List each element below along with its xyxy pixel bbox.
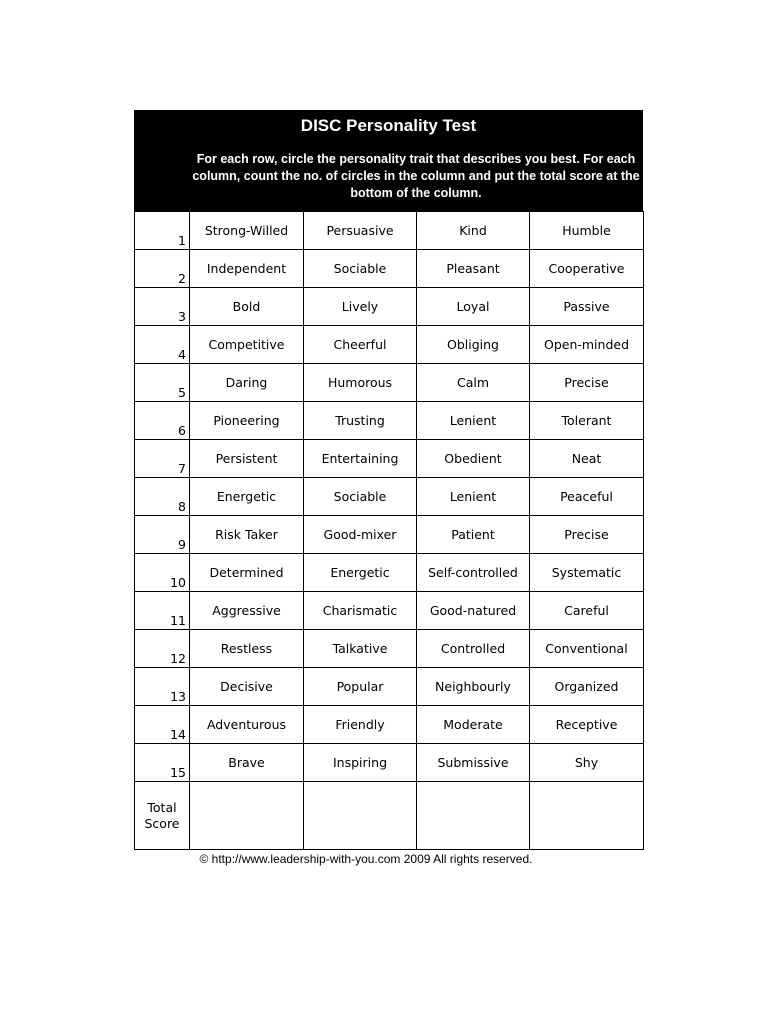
trait-label: Charismatic bbox=[322, 603, 398, 618]
trait-label: Decisive bbox=[220, 679, 273, 694]
trait-label: Independent bbox=[206, 261, 287, 276]
trait-row bbox=[135, 402, 644, 440]
total-score-label bbox=[135, 782, 190, 850]
row-number: 12 bbox=[170, 651, 186, 666]
trait-cell[interactable] bbox=[530, 706, 644, 744]
trait-cell[interactable] bbox=[304, 592, 417, 630]
row-number: 8 bbox=[178, 499, 186, 514]
trait-cell[interactable] bbox=[417, 440, 530, 478]
trait-label: Neat bbox=[571, 451, 602, 466]
trait-cell[interactable] bbox=[304, 402, 417, 440]
trait-table-body bbox=[135, 212, 644, 782]
trait-cell[interactable] bbox=[190, 402, 304, 440]
trait-label: Self-controlled bbox=[428, 565, 518, 580]
trait-cell[interactable] bbox=[190, 630, 304, 668]
trait-cell[interactable] bbox=[417, 706, 530, 744]
total-score-row bbox=[135, 782, 644, 850]
trait-cell[interactable] bbox=[190, 554, 304, 592]
trait-label: Submissive bbox=[437, 755, 509, 770]
trait-label: Conventional bbox=[545, 641, 628, 656]
trait-label: Energetic bbox=[216, 489, 277, 504]
trait-cell[interactable] bbox=[530, 288, 644, 326]
row-number-cell bbox=[135, 592, 190, 630]
trait-label: Pioneering bbox=[213, 413, 280, 428]
trait-label: Restless bbox=[220, 641, 273, 656]
total-score-cell-3[interactable] bbox=[417, 782, 530, 850]
trait-label: Systematic bbox=[551, 565, 622, 580]
trait-cell[interactable] bbox=[530, 478, 644, 516]
trait-table bbox=[134, 211, 644, 850]
copyright-notice: © http://www.leadership-with-you.com 2009 All rights reserved. bbox=[199, 852, 533, 866]
trait-cell[interactable] bbox=[304, 630, 417, 668]
trait-label: Aggressive bbox=[212, 603, 281, 618]
trait-cell[interactable] bbox=[417, 516, 530, 554]
trait-label: Controlled bbox=[440, 641, 506, 656]
trait-row bbox=[135, 592, 644, 630]
row-number-cell bbox=[135, 402, 190, 440]
trait-label: Moderate bbox=[443, 717, 503, 732]
trait-cell[interactable] bbox=[304, 250, 417, 288]
row-number: 13 bbox=[170, 689, 186, 704]
row-number: 5 bbox=[178, 385, 186, 400]
trait-label: Cooperative bbox=[548, 261, 625, 276]
test-title: DISC Personality Test bbox=[300, 116, 477, 135]
trait-cell[interactable] bbox=[190, 212, 304, 250]
row-number-cell bbox=[135, 212, 190, 250]
trait-cell[interactable] bbox=[190, 592, 304, 630]
row-number-cell bbox=[135, 668, 190, 706]
trait-label: Good-mixer bbox=[323, 527, 397, 542]
trait-label: Sociable bbox=[333, 489, 387, 504]
trait-row bbox=[135, 440, 644, 478]
trait-label: Persistent bbox=[215, 451, 278, 466]
trait-cell[interactable] bbox=[190, 668, 304, 706]
row-number: 10 bbox=[170, 575, 186, 590]
trait-label: Entertaining bbox=[321, 451, 399, 466]
row-number-cell bbox=[135, 630, 190, 668]
trait-row bbox=[135, 630, 644, 668]
trait-cell[interactable] bbox=[190, 326, 304, 364]
test-header bbox=[134, 110, 643, 211]
trait-cell[interactable] bbox=[417, 326, 530, 364]
trait-label: Tolerant bbox=[561, 413, 612, 428]
row-number: 3 bbox=[178, 309, 186, 324]
trait-label: Careful bbox=[564, 603, 609, 618]
trait-label: Inspiring bbox=[333, 755, 387, 770]
trait-row bbox=[135, 212, 644, 250]
trait-cell[interactable] bbox=[190, 364, 304, 402]
row-number: 2 bbox=[178, 271, 186, 286]
total-score-cell-2[interactable] bbox=[304, 782, 417, 850]
row-number: 4 bbox=[178, 347, 186, 362]
trait-cell[interactable] bbox=[530, 668, 644, 706]
row-number-cell bbox=[135, 706, 190, 744]
row-number-cell bbox=[135, 288, 190, 326]
trait-cell[interactable] bbox=[530, 364, 644, 402]
trait-label: Lenient bbox=[449, 413, 497, 428]
trait-label: Adventurous bbox=[206, 717, 287, 732]
trait-cell[interactable] bbox=[417, 402, 530, 440]
trait-label: Peaceful bbox=[560, 489, 613, 504]
row-number: 14 bbox=[170, 727, 186, 742]
trait-cell[interactable] bbox=[190, 440, 304, 478]
trait-cell[interactable] bbox=[304, 706, 417, 744]
trait-cell[interactable] bbox=[417, 212, 530, 250]
trait-cell[interactable] bbox=[417, 554, 530, 592]
trait-label: Competitive bbox=[208, 337, 285, 352]
row-number: 6 bbox=[178, 423, 186, 438]
trait-cell[interactable] bbox=[530, 250, 644, 288]
trait-cell[interactable] bbox=[417, 364, 530, 402]
trait-cell[interactable] bbox=[417, 592, 530, 630]
trait-label: Cheerful bbox=[333, 337, 387, 352]
trait-label: Precise bbox=[564, 375, 609, 390]
row-number-cell bbox=[135, 440, 190, 478]
row-number: 1 bbox=[178, 233, 186, 248]
trait-label: Lenient bbox=[449, 489, 497, 504]
total-score-cell-4[interactable] bbox=[530, 782, 644, 850]
trait-cell[interactable] bbox=[530, 744, 644, 782]
total-score-cell-1[interactable] bbox=[190, 782, 304, 850]
row-number-cell bbox=[135, 478, 190, 516]
trait-label: Friendly bbox=[335, 717, 385, 732]
trait-cell[interactable] bbox=[530, 516, 644, 554]
trait-cell[interactable] bbox=[304, 440, 417, 478]
trait-cell[interactable] bbox=[417, 668, 530, 706]
trait-row bbox=[135, 516, 644, 554]
row-number-cell bbox=[135, 364, 190, 402]
trait-row bbox=[135, 326, 644, 364]
trait-cell[interactable] bbox=[304, 516, 417, 554]
trait-cell[interactable] bbox=[304, 668, 417, 706]
trait-cell[interactable] bbox=[304, 554, 417, 592]
row-number-cell bbox=[135, 554, 190, 592]
trait-label: Determined bbox=[209, 565, 284, 580]
trait-cell[interactable] bbox=[190, 250, 304, 288]
trait-row bbox=[135, 364, 644, 402]
trait-cell[interactable] bbox=[530, 326, 644, 364]
trait-cell[interactable] bbox=[417, 478, 530, 516]
trait-row bbox=[135, 554, 644, 592]
row-number: 9 bbox=[178, 537, 186, 552]
row-number-cell bbox=[135, 326, 190, 364]
trait-label: Popular bbox=[336, 679, 384, 694]
trait-cell[interactable] bbox=[417, 288, 530, 326]
trait-label: Humorous bbox=[327, 375, 393, 390]
row-number: 11 bbox=[170, 613, 186, 628]
trait-cell[interactable] bbox=[417, 744, 530, 782]
trait-cell[interactable] bbox=[304, 212, 417, 250]
trait-label: Daring bbox=[225, 375, 268, 390]
trait-cell[interactable] bbox=[190, 288, 304, 326]
trait-cell[interactable] bbox=[304, 364, 417, 402]
trait-label: Strong-Willed bbox=[204, 223, 289, 238]
trait-cell[interactable] bbox=[304, 478, 417, 516]
trait-label: Shy bbox=[574, 755, 599, 770]
trait-label: Trusting bbox=[335, 413, 385, 428]
trait-label: Lively bbox=[341, 299, 379, 314]
row-number-cell bbox=[135, 744, 190, 782]
trait-label: Energetic bbox=[330, 565, 390, 580]
trait-row bbox=[135, 288, 644, 326]
trait-cell[interactable] bbox=[530, 402, 644, 440]
trait-cell[interactable] bbox=[417, 250, 530, 288]
trait-label: Persuasive bbox=[326, 223, 394, 238]
trait-label: Passive bbox=[563, 299, 610, 314]
test-instructions: For each row, circle the personality trait that describes you best. For each column, count the no. of circles in the column and put the total score at the bottom of the column. bbox=[192, 152, 640, 200]
trait-cell[interactable] bbox=[190, 516, 304, 554]
trait-cell[interactable] bbox=[190, 478, 304, 516]
trait-row bbox=[135, 744, 644, 782]
trait-label: Bold bbox=[232, 299, 261, 314]
total-label-line1: Total bbox=[147, 799, 177, 815]
trait-label: Calm bbox=[456, 375, 490, 390]
disc-test-sheet bbox=[134, 110, 643, 850]
trait-label: Humble bbox=[562, 223, 611, 238]
row-number: 7 bbox=[178, 461, 186, 476]
trait-cell[interactable] bbox=[190, 706, 304, 744]
trait-label: Risk Taker bbox=[215, 527, 278, 542]
trait-cell[interactable] bbox=[530, 212, 644, 250]
trait-cell[interactable] bbox=[530, 592, 644, 630]
trait-cell[interactable] bbox=[530, 554, 644, 592]
trait-label: Obedient bbox=[444, 451, 502, 466]
trait-row bbox=[135, 250, 644, 288]
trait-row bbox=[135, 668, 644, 706]
trait-cell[interactable] bbox=[190, 744, 304, 782]
trait-cell[interactable] bbox=[530, 630, 644, 668]
trait-label: Loyal bbox=[456, 299, 490, 314]
trait-label: Patient bbox=[451, 527, 495, 542]
trait-label: Obliging bbox=[447, 337, 499, 352]
trait-label: Kind bbox=[459, 223, 487, 238]
trait-cell[interactable] bbox=[304, 288, 417, 326]
trait-label: Talkative bbox=[332, 641, 388, 656]
row-number-cell bbox=[135, 516, 190, 554]
trait-label: Neighbourly bbox=[435, 679, 511, 694]
row-number-cell bbox=[135, 250, 190, 288]
trait-label: Sociable bbox=[333, 261, 387, 276]
trait-label: Organized bbox=[554, 679, 619, 694]
trait-label: Precise bbox=[564, 527, 609, 542]
trait-cell[interactable] bbox=[530, 440, 644, 478]
trait-cell[interactable] bbox=[417, 630, 530, 668]
trait-cell[interactable] bbox=[304, 744, 417, 782]
row-number: 15 bbox=[170, 765, 186, 780]
trait-label: Open-minded bbox=[543, 337, 630, 352]
total-label-line2: Score bbox=[144, 815, 180, 831]
trait-row bbox=[135, 478, 644, 516]
trait-label: Good-natured bbox=[429, 603, 517, 618]
trait-label: Receptive bbox=[555, 717, 618, 732]
trait-cell[interactable] bbox=[304, 326, 417, 364]
trait-label: Brave bbox=[228, 755, 265, 770]
trait-label: Pleasant bbox=[446, 261, 500, 276]
trait-row bbox=[135, 706, 644, 744]
